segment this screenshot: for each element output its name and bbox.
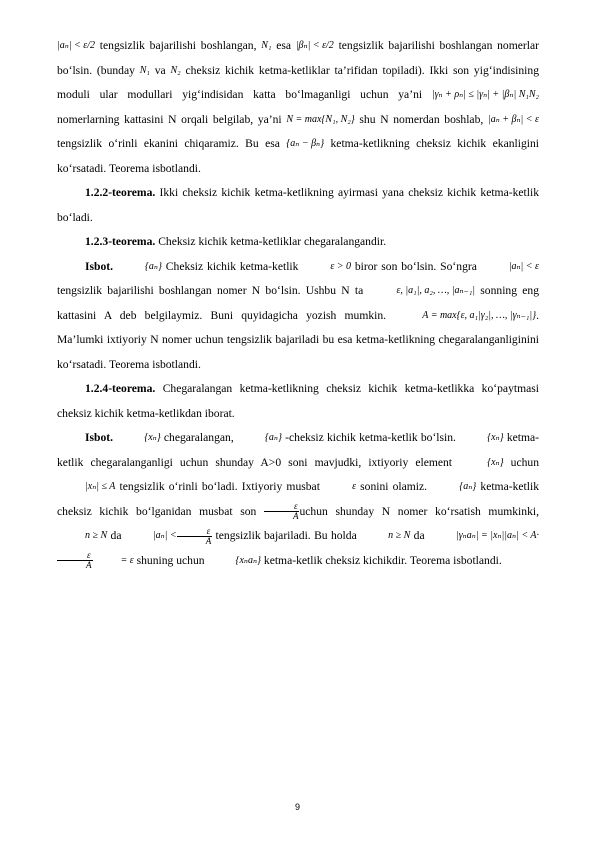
- formula: {aₙ}: [144, 260, 162, 272]
- formula: |aₙ + βₙ| < ε: [487, 113, 539, 125]
- formula: {aₙ − βₙ}: [286, 138, 325, 150]
- text: nomerlarning kattasini N orqali belgilab, ya’ni: [57, 112, 287, 126]
- text: va: [149, 63, 171, 77]
- theorem-text: Cheksiz kichik ketma-ketliklar chegaralangandir.: [155, 235, 387, 248]
- paragraph-proof-1-2-4: [57, 426, 539, 573]
- formula: {xₙ}: [487, 432, 504, 444]
- formula: N₁: [139, 64, 150, 76]
- page-number: 9: [294, 802, 300, 812]
- proof-title: Isbot.: [85, 431, 114, 444]
- formula: n ≥ N: [388, 530, 411, 542]
- text: biror son bo‘lsin. So‘ngra: [351, 259, 481, 273]
- theorem-text: Chegaralangan ketma-ketlikning cheksiz kichik ketma-ketlikka ko‘paytmasi cheksiz kichik ketma-ketlikdan iborat.: [57, 382, 539, 420]
- formula: |xₙ| ≤ A: [85, 481, 116, 493]
- text: ketma-ketlikning cheksiz kichik ekanligini ko‘rsatadi. Teorema isbotlandi.: [57, 137, 539, 175]
- formula: |aₙ| <: [152, 530, 177, 542]
- fraction-numerator: ε: [57, 551, 93, 561]
- formula: |γₙ + ρₙ| ≤ |γₙ| + |βₙ| N₁N₂: [431, 89, 539, 101]
- text: . Ma’lumki ixtiyoriy N nomer uchun tengsizlik bajariladi bu esa ketma-ketlikning chegaralanganliginini ko‘rsatadi. Teorema isbotlandi.: [57, 308, 539, 371]
- theorem-title: 1.2.4-teorema.: [85, 382, 156, 395]
- formula: |aₙ| < ε: [508, 260, 539, 272]
- fraction-eps-over-a: [177, 527, 213, 546]
- text: chegaralangan,: [160, 431, 237, 444]
- text: tengsizlik bajariladi. Bu holda: [212, 529, 361, 542]
- fraction-eps-over-a: [264, 502, 300, 521]
- proof-title: Isbot.: [85, 259, 114, 273]
- paragraph-proof-continuation: [57, 34, 539, 181]
- text: uchun shunday N nomer ko‘rsatish mumkinki,: [299, 504, 539, 518]
- formula: A = max{ε, a₁|γ₂|, …, |γₙ₋₁|}: [422, 309, 537, 321]
- text: ketma-ketlik cheksiz kichik bo‘lganidan musbat son: [57, 480, 539, 518]
- formula: ε, |a₁|, a₂, …, |aₙ₋₁|: [396, 285, 476, 297]
- paragraph-proof-1-2-3: [57, 255, 539, 378]
- formula: ε > 0: [330, 260, 352, 272]
- formula: ε: [352, 481, 357, 493]
- text: shuning uchun: [133, 553, 208, 567]
- text: tengsizlik o‘rinli bo‘ladi. Ixtiyoriy musbat: [115, 480, 325, 493]
- text: ketma-ketlik cheksiz kichikdir. Teorema isbotlandi.: [261, 553, 502, 567]
- formula: {xₙ}: [487, 456, 504, 468]
- fraction-denominator: A: [292, 511, 299, 522]
- text: da: [107, 529, 125, 542]
- text: esa: [271, 39, 296, 52]
- text: -cheksiz kichik ketma-ketlik bo‘lsin.: [281, 431, 460, 444]
- formula: N = max{N₁, N₂}: [286, 113, 355, 125]
- page-content: [57, 34, 539, 573]
- formula: {xₙ}: [144, 432, 161, 444]
- paragraph-theorem-1-2-3: [57, 230, 539, 255]
- formula: {aₙ}: [459, 481, 477, 493]
- formula: |aₙ| < ε/2: [57, 40, 96, 52]
- text: sonning eng kattasini A deb belgilaymiz. Buni quyidagicha yozish mumkin.: [57, 284, 539, 322]
- text: da: [410, 529, 428, 542]
- formula: = ε: [120, 554, 134, 566]
- formula: N₂: [170, 64, 181, 76]
- fraction-denominator: A: [205, 535, 212, 546]
- theorem-text: Ikki cheksiz kichik ketma-ketlikning ayirmasi yana cheksiz kichik ketma-ketlik bo‘ladi.: [57, 186, 539, 224]
- fraction-numerator: ε: [177, 527, 213, 537]
- text: tengsizlik bajarilishi boshlangan,: [95, 39, 262, 52]
- text: sonini olamiz.: [356, 480, 432, 493]
- text: tengsizlik o‘rinli ekanini chiqaramiz. Bu esa: [57, 137, 287, 150]
- text: shu N nomerdan boshlab,: [354, 112, 488, 126]
- text: uchun: [503, 455, 539, 469]
- text: cheksiz kichik ketma-ketliklar ta’rifidan topiladi). Ikki son yig‘indisining moduli ular modullari yig‘indisidan katta bo‘lmaganligi uchun ya’ni: [57, 63, 539, 101]
- formula: n ≥ N: [85, 530, 108, 542]
- paragraph-theorem-1-2-4: [57, 377, 539, 426]
- formula: {xₙaₙ}: [235, 554, 261, 566]
- paragraph-theorem-1-2-2: [57, 181, 539, 230]
- fraction-denominator: A: [86, 560, 92, 571]
- text: tengsizlik bajarilishi boshlangan nomerlar bo‘lsin. (bunday: [57, 39, 539, 77]
- formula: |βₙ| < ε/2: [295, 40, 334, 52]
- text: tengsizlik bajarilishi boshlangan nomer N bo‘lsin. Ushbu N ta: [57, 284, 369, 297]
- fraction-numerator: ε: [264, 502, 300, 512]
- formula: {aₙ}: [264, 432, 282, 444]
- text: ketma-ketlik chegaralanganligi uchun shunday A>0 soni mavjudki, ixtiyoriy element: [57, 431, 540, 469]
- theorem-title: 1.2.2-teorema.: [85, 186, 156, 199]
- formula: |γₙaₙ| = |xₙ||aₙ| < A·: [455, 530, 539, 542]
- formula: N₁: [261, 40, 272, 52]
- theorem-title: 1.2.3-teorema.: [85, 235, 156, 248]
- fraction-eps-over-a: [57, 551, 93, 570]
- text: Cheksiz kichik ketma-ketlik: [161, 259, 303, 273]
